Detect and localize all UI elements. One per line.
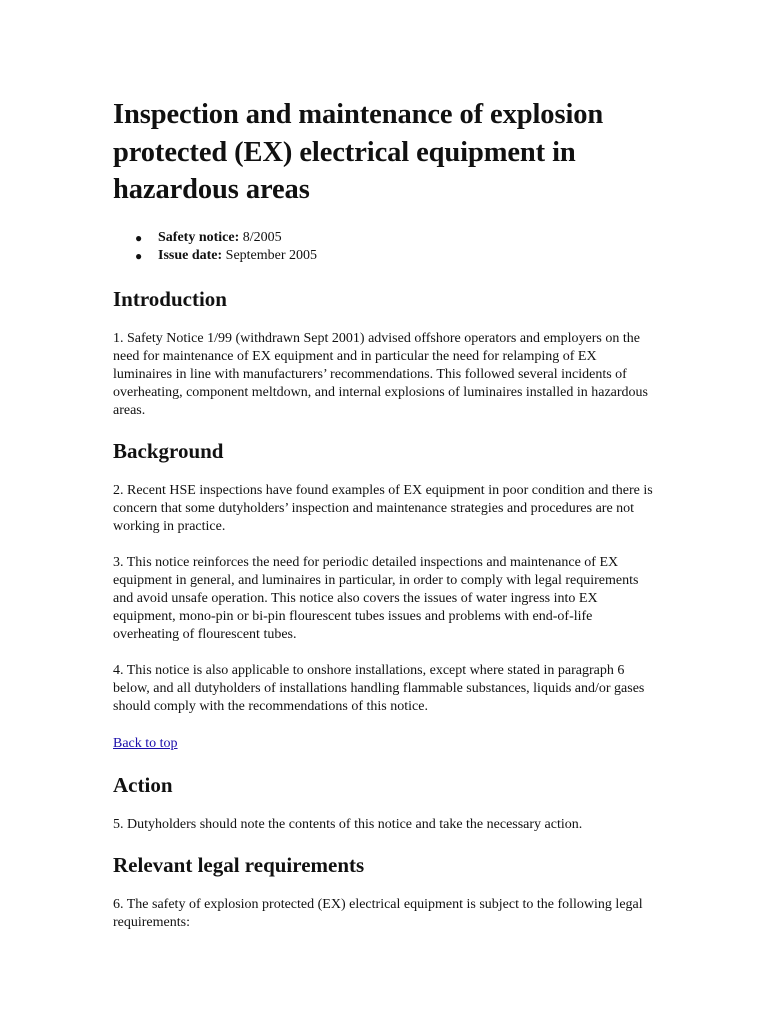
meta-label: Safety notice: — [158, 229, 240, 245]
page-title: Inspection and maintenance of explosion protected (EX) electrical equipment in hazardous areas — [113, 99, 604, 205]
section-heading-action: Action — [113, 772, 173, 797]
notice-meta-list — [113, 229, 658, 265]
paragraph-5: 5. Dutyholders should note the contents of this notice and take the necessary action. — [113, 816, 583, 832]
paragraph-1: 1. Safety Notice 1/99 (withdrawn Sept 2001) advised offshore operators and employers on the need for maintenance of EX equipment and in particular the need for relamping of EX luminaires in line with manufacturers’ recommendations. This followed several incidents of overheating, component meltdown, and internal explosions of luminaires installed in hazardous areas. — [113, 330, 648, 418]
section-heading-legal: Relevant legal requirements — [113, 852, 365, 877]
bullet-icon: ● — [135, 230, 143, 245]
section-heading-introduction: Introduction — [113, 286, 227, 311]
meta-value: September 2005 — [225, 247, 318, 263]
document-content — [113, 96, 658, 950]
meta-item-issue-date — [113, 247, 658, 265]
section-heading-background: Background — [113, 438, 224, 463]
bullet-icon: ● — [135, 248, 143, 263]
paragraph-4: 4. This notice is also applicable to onshore installations, except where stated in paragraph 6 below, and all dutyholders of installations handling flammable substances, liquids and/or gases should comply with the recommendations of this notice. — [113, 662, 645, 714]
paragraph-6: 6. The safety of explosion protected (EX) electrical equipment is subject to the following legal requirements: — [113, 896, 643, 930]
paragraph-2: 2. Recent HSE inspections have found examples of EX equipment in poor condition and there is concern that some dutyholders’ inspection and maintenance strategies and procedures are not working in practice. — [113, 482, 653, 534]
paragraph-3: 3. This notice reinforces the need for periodic detailed inspections and maintenance of EX equipment in general, and luminaires in particular, in order to comply with legal requirements and avoid unsafe operation. This notice also covers the issues of water ingress into EX equipment, mono-pin or bi-pin flourescent tubes issues and problems with end-of-life overheating of flourescent tubes. — [113, 554, 639, 642]
meta-label: Issue date: — [158, 247, 223, 263]
back-to-top-link[interactable]: Back to top — [113, 735, 178, 751]
meta-value: 8/2005 — [242, 229, 282, 245]
meta-item-safety-notice — [113, 229, 658, 247]
